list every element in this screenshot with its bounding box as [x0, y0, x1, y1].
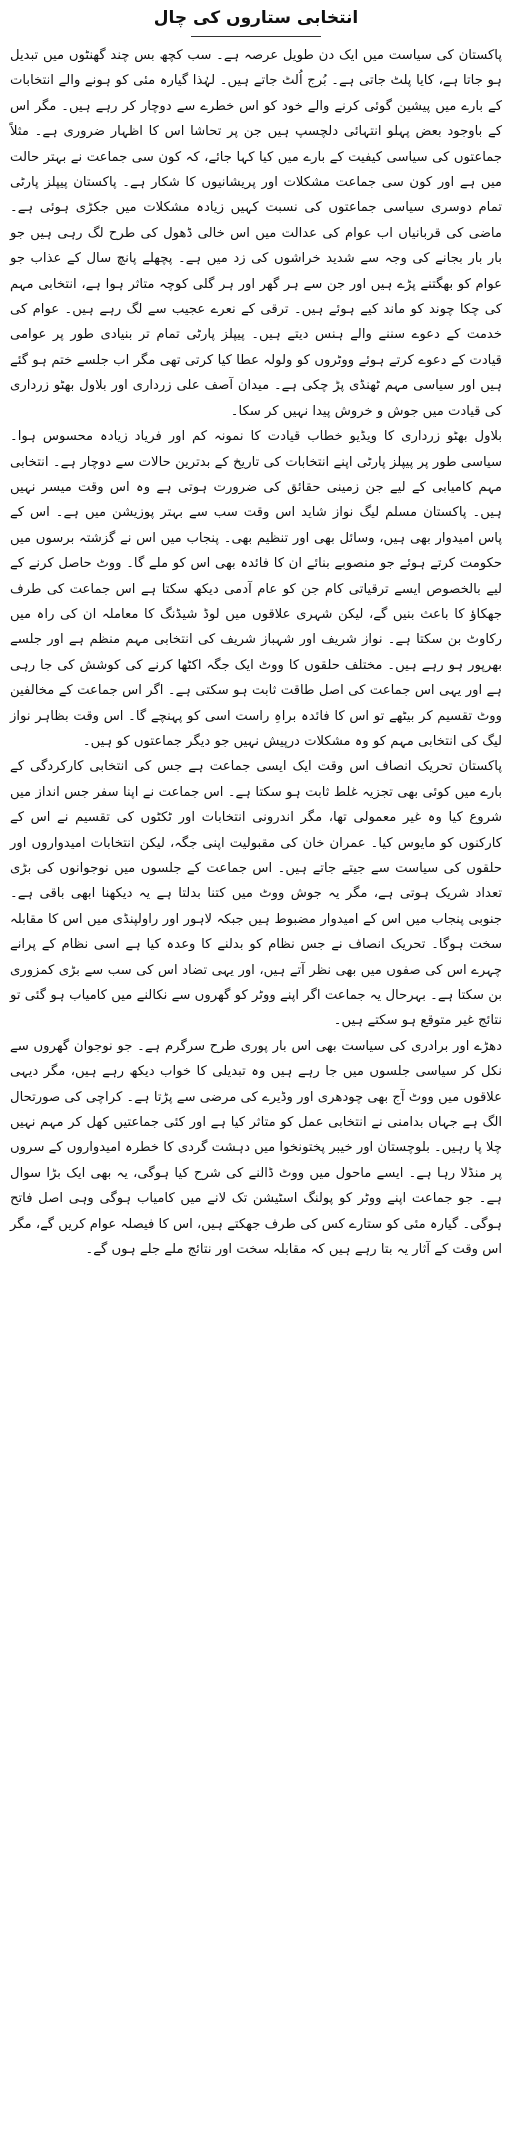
article-title: انتخابی ستاروں کی چال	[153, 8, 359, 28]
article-paragraph-2: بلاول بھٹو زرداری کا ویڈیو خطاب قیادت کا نمونہ کم اور فریاد زیادہ محسوس ہوا۔ سیاسی طور پر پیپلز پارٹی اپنے انتخابات کی تاریخ کے بدترین حالات سے دوچار ہے۔ انتخابی مہم کامیابی کے لیے جن زمینی حقائق کی ضرورت ہوتی ہے وہ اس وقت میسر نہیں ہیں۔ پاکستان مسلم لیگ نواز شاید اس وقت سب سے بہتر پوزیشن میں ہے۔ اس کے پاس امیدوار بھی ہیں، وسائل بھی اور تنظیم بھی۔ پنجاب میں اس نے گزشتہ برسوں میں حکومت کرتے ہوئے جو منصوبے بنائے ان کا فائدہ بھی اس کو ملے گا۔ ووٹ حاصل کرنے کے لیے بالخصوص ایسے ترقیاتی کام جن کو عام آدمی دیکھ سکتا ہے اس جماعت کی طرف جھکاؤ کا باعث بنیں گے، لیکن شہری علاقوں میں لوڈ شیڈنگ کا معاملہ ان کی راہ میں رکاوٹ بن سکتا ہے۔ نواز شریف اور شہباز شریف کی انتخابی مہم منظم ہے اور جلسے بھرپور ہو رہے ہیں۔ مختلف حلقوں کا ووٹ ایک جگہ اکٹھا کرنے کی کوشش کی جا رہی ہے اور یہی اس جماعت کی اصل طاقت ثابت ہو سکتی ہے۔ اگر اس جماعت کے مخالفین ووٹ تقسیم کر بیٹھے تو اس کا فائدہ براہِ راست اسی کو پہنچے گا۔ اس وقت بظاہر نواز لیگ کی انتخابی مہم کو وہ مشکلات درپیش نہیں جو دیگر جماعتوں کو ہیں۔	[10, 429, 502, 749]
title-underline	[191, 36, 321, 37]
article-paragraph-4: دھڑے اور برادری کی سیاست بھی اس بار پوری طرح سرگرم ہے۔ جو نوجوان گھروں سے نکل کر سیاسی جلسوں میں جا رہے ہیں وہ تبدیلی کا خواب دیکھ رہے ہیں، مگر دیہی علاقوں میں ووٹ آج بھی چودھری اور وڈیرے کی مرضی سے پڑتا ہے۔ کراچی کی صورتحال الگ ہے جہاں بدامنی نے انتخابی عمل کو متاثر کیا ہے اور کئی جماعتیں کھل کر مہم نہیں چلا پا رہیں۔ بلوچستان اور خیبر پختونخوا میں دہشت گردی کا خطرہ امیدواروں کے سروں پر منڈلا رہا ہے۔ ایسے ماحول میں ووٹ ڈالنے کی شرح کیا ہوگی، یہ بھی ایک بڑا سوال ہے۔ جو جماعت اپنے ووٹر کو پولنگ اسٹیشن تک لانے میں کامیاب ہوگی وہی اصل فاتح ہوگی۔ گیارہ مئی کو ستارے کس کی طرف جھکتے ہیں، اس کا فیصلہ عوام کریں گے، مگر اس وقت کے آثار یہ بتا رہے ہیں کہ مقابلہ سخت اور نتائج ملے جلے ہوں گے۔	[10, 1038, 502, 1258]
article-body	[10, 43, 502, 1263]
article-paragraph-3: پاکستان تحریک انصاف اس وقت ایک ایسی جماعت ہے جس کی انتخابی کارکردگی کے بارے میں کوئی بھی تجزیہ غلط ثابت ہو سکتا ہے۔ اس جماعت نے اپنا سفر جس انداز میں شروع کیا وہ غیر معمولی تھا، مگر اندرونی انتخابات اور ٹکٹوں کی تقسیم نے اس کے کارکنوں کو مایوس کیا۔ عمران خان کی مقبولیت اپنی جگہ، لیکن انتخابات امیدواروں اور حلقوں کی سیاست سے جیتے جاتے ہیں۔ اس جماعت کے جلسوں میں نوجوانوں کی بڑی تعداد شریک ہوتی ہے، مگر یہ جوش ووٹ میں کتنا بدلتا ہے یہ دیکھنا ابھی باقی ہے۔ جنوبی پنجاب میں اس کے امیدوار مضبوط ہیں جبکہ لاہور اور راولپنڈی میں اس کا مقابلہ سخت ہوگا۔ تحریک انصاف نے جس نظام کو بدلنے کا وعدہ کیا ہے اسی نظام کے پرانے چہرے اس کی صفوں میں بھی نظر آتے ہیں، اور یہی تضاد اس کی سب سے بڑی کمزوری بن سکتا ہے۔ بہرحال یہ جماعت اگر اپنے ووٹر کو گھروں سے نکالنے میں کامیاب ہو گئی تو نتائج غیر متوقع ہو سکتے ہیں۔	[10, 759, 502, 1029]
article-paragraph-1: پاکستان کی سیاست میں ایک دن طویل عرصہ ہے۔ سب کچھ بس چند گھنٹوں میں تبدیل ہو جاتا ہے، کایا پلٹ جاتی ہے۔ بُرج اُلٹ جاتے ہیں۔ لہٰذا گیارہ مئی کو ہونے والے انتخابات کے بارے میں پیشین گوئی کرنے والے خود کو اس خطرے سے دوچار کر رہے ہیں۔ مگر اس کے باوجود بعض پہلو انتہائی دلچسپ ہیں جن پر تحاشا اس کا اظہار ضروری ہے۔ مثلاً جماعتوں کی سیاسی کیفیت کے بارے میں کیا کہا جائے، کہ کون سی جماعت نے بہتر حالت میں ہے اور کون سی جماعت مشکلات اور پریشانیوں کا شکار ہے۔ پاکستان پیپلز پارٹی تمام دوسری سیاسی جماعتوں کی نسبت کہیں زیادہ مشکلات میں جکڑی ہوئی ہے۔ ماضی کی قربانیاں اب عوام کی عدالت میں اس خالی ڈھول کی طرح لگ رہی ہیں جو بار بار بجانے کی وجہ سے شدید خراشوں کی زد میں ہے۔ پچھلے پانچ سال کے عذاب جو عوام کو بھگتنے پڑے ہیں اور جن سے ہر گھر اور ہر گلی کوچہ متاثر ہوا ہے، انتخابی مہم کی چکا چوند کو ماند کیے ہوئے ہیں۔ ترقی کے نعرے عجیب سے لگ رہے ہیں۔ عوام کی خدمت کے دعوے سننے والے ہنس دیتے ہیں۔ پیپلز پارٹی تمام تر بنیادی طور پر عوامی قیادت کے دعوے کرتے ہوئے ووٹروں کو ولولہ عطا کیا کرتی تھی مگر اب جلسے ختم ہو گئے ہیں اور سیاسی مہم ٹھنڈی پڑ چکی ہے۔ میدان آصف علی زرداری اور بلاول بھٹو زرداری کی قیادت میں جوش و خروش پیدا نہیں کر سکا۔	[10, 48, 502, 419]
